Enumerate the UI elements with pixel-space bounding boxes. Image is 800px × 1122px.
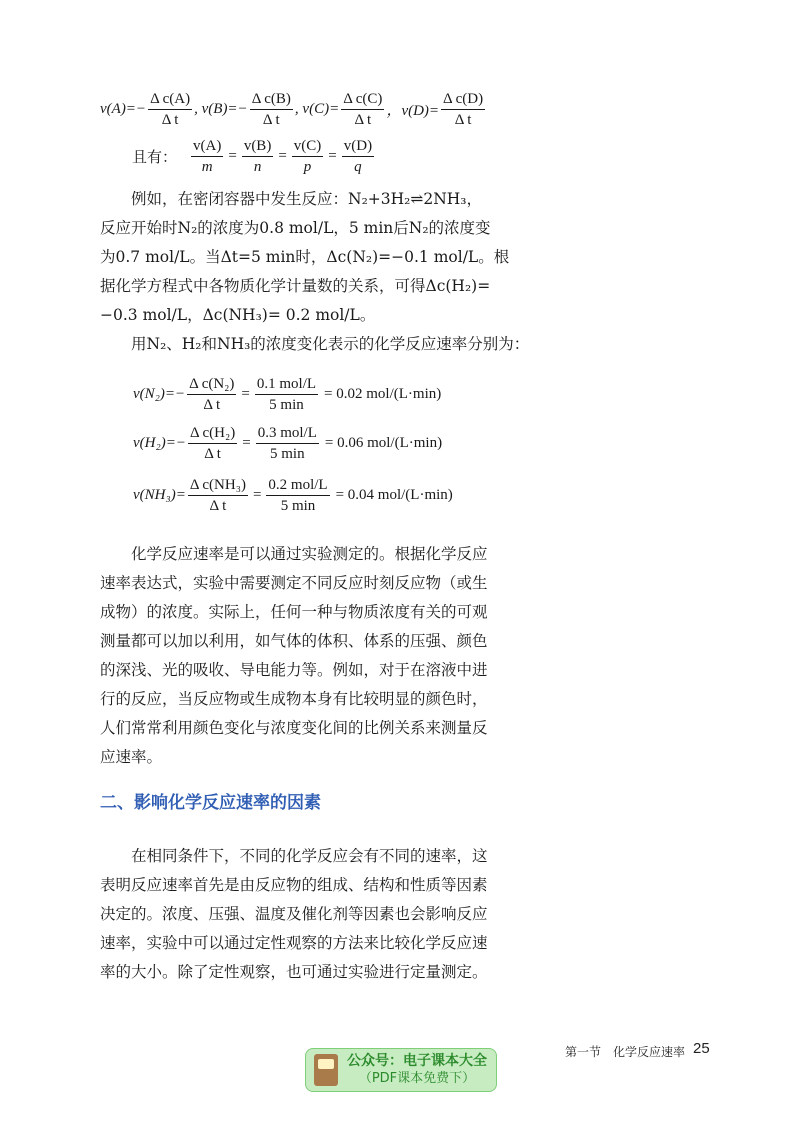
vA-denominator: Δ t bbox=[161, 112, 179, 128]
text-line: 决定的。浓度、压强、温度及催化剂等因素也会影响反应 bbox=[100, 905, 488, 923]
value-fraction bbox=[255, 375, 318, 414]
ratio-c-den: p bbox=[303, 159, 312, 175]
rate-lhs: v(NH₃)= bbox=[133, 487, 186, 503]
text-line: 的深浅、光的吸收、导电能力等。例如，对于在溶液中进 bbox=[100, 661, 488, 679]
ratio-a-den: m bbox=[201, 159, 213, 175]
vB-lhs: , v(B)=− bbox=[194, 101, 248, 117]
text-line: −0.3 mol/L，Δc(NH₃)= 0.2 mol/L。 bbox=[100, 306, 376, 324]
equals-sign: = bbox=[328, 148, 337, 164]
vC-fraction bbox=[341, 90, 384, 129]
rate-definition-line bbox=[100, 90, 487, 129]
value-fraction bbox=[266, 476, 329, 515]
text-line: 据化学方程式中各物质化学计量数的关系，可得Δc(H₂)= bbox=[100, 277, 491, 295]
rate-equation-n2: v(N₂)=− $\frac{\text{Δ c(N₂)}}{\text{Δ t}}$ = $\frac{\text{0.1 mol/L}}{5 \min}$ = 0.02 mol/(L·min) bbox=[133, 376, 442, 413]
value-den: 5 min bbox=[269, 446, 305, 462]
vD-numerator: Δ c(D) bbox=[441, 90, 485, 110]
equals-sign: = bbox=[278, 148, 287, 164]
text-line: 行的反应，当反应物或生成物本身有比较明显的颜色时， bbox=[100, 690, 488, 708]
delta-fraction bbox=[188, 476, 248, 515]
watermark-line-1: 公众号：电子课本大全 bbox=[347, 1053, 487, 1069]
text-line: 速率，实验中可以通过定性观察的方法来比较化学反应速 bbox=[100, 934, 488, 952]
value-num: 0.2 mol/L bbox=[266, 476, 329, 496]
delta-den: Δ t bbox=[203, 397, 221, 413]
ratio-prefix: 且有： bbox=[132, 150, 178, 166]
measurement-paragraph bbox=[100, 540, 500, 772]
ratio-b-num: v(B) bbox=[242, 137, 274, 157]
delta-den: Δ t bbox=[204, 446, 221, 462]
ratio-fraction-d bbox=[342, 137, 374, 176]
text-line: 应速率。 bbox=[100, 748, 163, 766]
vD-denominator: Δ t bbox=[454, 112, 472, 128]
value-den: 5 min bbox=[269, 397, 304, 413]
text-line: 测量都可以加以利用，如气体的体积、体系的压强、颜色 bbox=[100, 632, 488, 650]
text-line: 成物）的浓度。实际上，任何一种与物质浓度有关的可观 bbox=[100, 603, 488, 621]
delta-num: Δ c(H₂) bbox=[188, 424, 237, 444]
rate-result: = 0.06 mol/(L·min) bbox=[324, 435, 443, 451]
rate-ratio-line bbox=[132, 137, 376, 176]
rate-equation-nh3: v(NH₃)= $\frac{\text{Δ c(NH₃)}}{\text{Δ t}}$ = $\frac{\text{0.2 mol/L}}{5 \min}$ = 0.04 mol/(L·min) bbox=[133, 477, 453, 514]
example-paragraph bbox=[100, 185, 510, 330]
footer-section-title: 第一节 化学反应速率 bbox=[565, 1045, 686, 1059]
text-line: 速率表达式，实验中需要测定不同反应时刻反应物（或生 bbox=[100, 574, 488, 592]
ratio-fraction-a bbox=[191, 137, 223, 176]
ratio-fraction-b bbox=[242, 137, 274, 176]
delta-num: Δ c(NH₃) bbox=[188, 476, 248, 496]
text-line: 人们常常利用颜色变化与浓度变化间的比例关系来测量反 bbox=[100, 719, 488, 737]
text-line: 在相同条件下，不同的化学反应会有不同的速率，这 bbox=[131, 847, 488, 865]
value-num: 0.3 mol/L bbox=[256, 424, 319, 444]
value-den: 5 min bbox=[280, 498, 316, 514]
ratio-b-den: n bbox=[253, 159, 262, 175]
page-number: 25 bbox=[693, 1040, 710, 1057]
vC-lhs: , v(C)= bbox=[294, 101, 340, 117]
text-line: 为0.7 mol/L。当Δt=5 min时，Δc(N₂)=−0.1 mol/L。根 bbox=[100, 248, 510, 266]
factors-paragraph bbox=[100, 842, 500, 987]
vA-fraction bbox=[148, 90, 192, 129]
text-line: 反应开始时N₂的浓度为0.8 mol/L，5 min后N₂的浓度变 bbox=[100, 219, 491, 237]
section-heading: 二、影响化学反应速率的因素 bbox=[100, 793, 321, 813]
ratio-c-num: v(C) bbox=[292, 137, 324, 157]
delta-fraction bbox=[188, 424, 237, 463]
watermark-line-2: （PDF课本免费下） bbox=[358, 1071, 476, 1086]
vB-numerator: Δ c(B) bbox=[250, 90, 293, 110]
vB-denominator: Δ t bbox=[262, 112, 280, 128]
delta-den: Δ t bbox=[209, 498, 227, 514]
value-fraction bbox=[256, 424, 319, 463]
rate-lhs: v(N₂)=− bbox=[133, 386, 186, 402]
text-line: 用N₂、H₂和NH₃的浓度变化表示的化学反应速率分别为： bbox=[131, 335, 530, 353]
vC-numerator: Δ c(C) bbox=[341, 90, 384, 110]
ratio-a-num: v(A) bbox=[191, 137, 223, 157]
text-line: 例如，在密闭容器中发生反应：N₂+3H₂⇌2NH₃， bbox=[131, 190, 482, 208]
text-line: 率的大小。除了定性观察，也可通过实验进行定量测定。 bbox=[100, 963, 488, 981]
vD-lhs: ，v(D)= bbox=[386, 103, 440, 119]
vA-numerator: Δ c(A) bbox=[148, 90, 192, 110]
watermark-badge bbox=[305, 1048, 497, 1092]
vC-denominator: Δ t bbox=[354, 112, 372, 128]
value-num: 0.1 mol/L bbox=[255, 375, 318, 395]
equals-sign: = bbox=[228, 148, 237, 164]
rate-result: = 0.02 mol/(L·min) bbox=[324, 386, 442, 402]
vA-lhs: v(A)=− bbox=[100, 101, 147, 117]
ratio-d-den: q bbox=[354, 159, 362, 175]
rate-equation-h2: v(H₂)=− $\frac{\text{Δ c(H₂)}}{\text{Δ t}}$ = $\frac{\text{0.3 mol/L}}{5 \min}$ = 0.06 mol/(L·min) bbox=[133, 425, 443, 462]
rate-intro bbox=[100, 330, 530, 359]
rate-result: = 0.04 mol/(L·min) bbox=[335, 487, 453, 503]
ratio-d-num: v(D) bbox=[342, 137, 374, 157]
vB-fraction bbox=[250, 90, 293, 129]
text-line: 表明反应速率首先是由反应物的组成、结构和性质等因素 bbox=[100, 876, 488, 894]
book-logo-icon bbox=[314, 1054, 338, 1086]
rate-lhs: v(H₂)=− bbox=[133, 435, 186, 451]
delta-fraction bbox=[187, 375, 236, 414]
ratio-fraction-c bbox=[292, 137, 324, 176]
watermark-text bbox=[338, 1052, 496, 1088]
vD-fraction bbox=[441, 90, 485, 129]
delta-num: Δ c(N₂) bbox=[187, 375, 236, 395]
text-line: 化学反应速率是可以通过实验测定的。根据化学反应 bbox=[131, 545, 488, 563]
